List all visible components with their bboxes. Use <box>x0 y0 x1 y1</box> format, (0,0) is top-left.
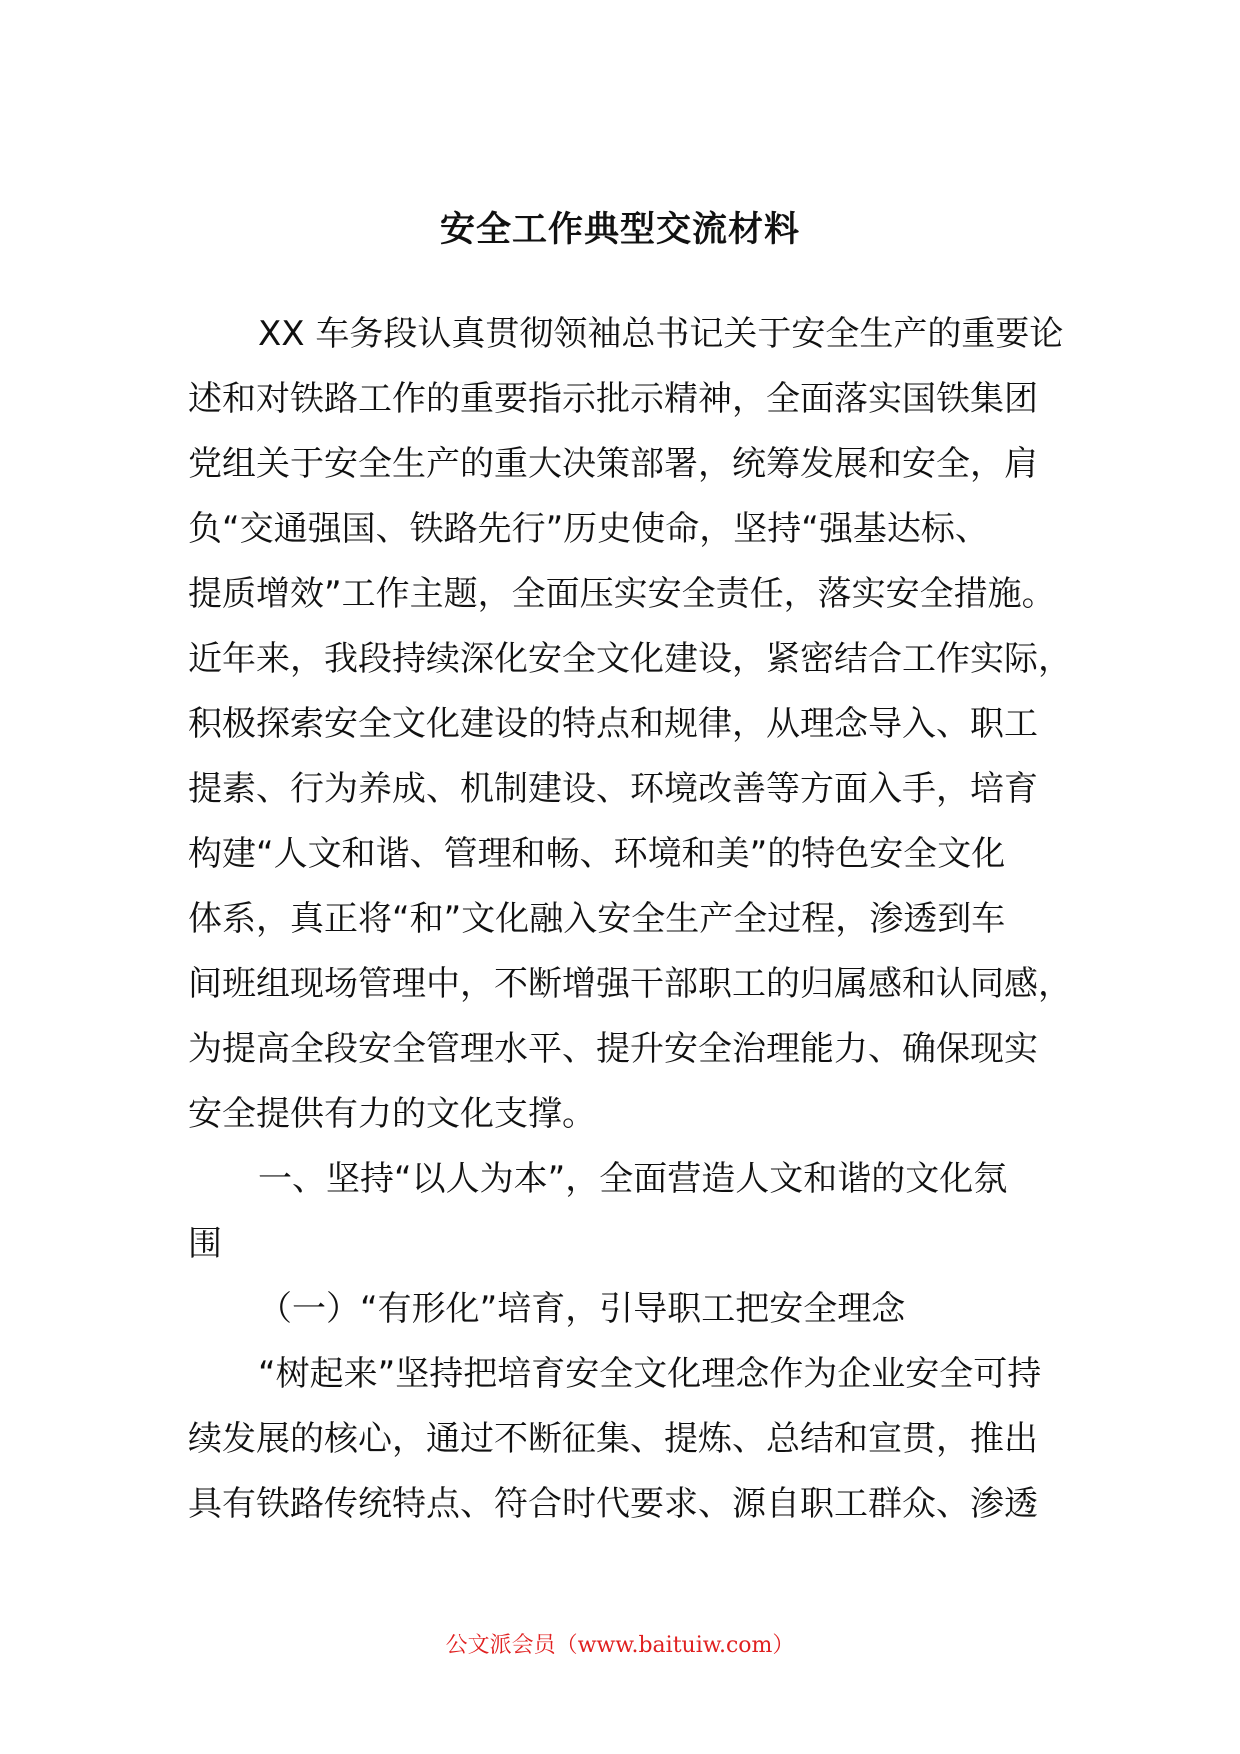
paragraph-line: XX 车务段认真贯彻领袖总书记关于安全生产的重要论 <box>258 314 1064 354</box>
footer-watermark: 公文派会员（www.baituiw.com） <box>445 1633 795 1658</box>
document-body <box>188 302 1072 1537</box>
paragraph-line: 间班组现场管理中，不断增强干部职工的归属感和认同感， <box>188 964 1072 1004</box>
section-heading-continued: 围 <box>188 1224 222 1264</box>
paragraph-line: 为提高全段安全管理水平、提升安全治理能力、确保现实 <box>188 1029 1038 1069</box>
paragraph-line: 具有铁路传统特点、符合时代要求、源自职工群众、渗透 <box>188 1484 1038 1524</box>
paragraph-line: 述和对铁路工作的重要指示批示精神，全面落实国铁集团 <box>188 379 1038 419</box>
document-title: 安全工作典型交流材料 <box>439 210 800 250</box>
paragraph-line: 续发展的核心，通过不断征集、提炼、总结和宣贯，推出 <box>188 1419 1038 1459</box>
paragraph-line: 积极探索安全文化建设的特点和规律，从理念导入、职工 <box>188 704 1038 744</box>
paragraph-line: 负“交通强国、铁路先行”历史使命，坚持“强基达标、 <box>188 509 989 549</box>
paragraph-line: 安全提供有力的文化支撑。 <box>188 1094 596 1134</box>
paragraph-line: 体系，真正将“和”文化融入安全生产全过程，渗透到车 <box>188 899 1006 939</box>
paragraph-line: 提素、行为养成、机制建设、环境改善等方面入手，培育 <box>188 769 1038 809</box>
subsection-heading: （一）“有形化”培育，引导职工把安全理念 <box>258 1289 906 1329</box>
paragraph-line: 构建“人文和谐、管理和畅、环境和美”的特色安全文化 <box>188 834 1006 874</box>
section-heading: 一、坚持“以人为本”，全面营造人文和谐的文化氛 <box>258 1159 1008 1199</box>
paragraph-line: 提质增效”工作主题，全面压实安全责任，落实安全措施。 <box>188 574 1056 614</box>
paragraph-line: 近年来，我段持续深化安全文化建设，紧密结合工作实际， <box>188 639 1072 679</box>
paragraph-line: 党组关于安全生产的重大决策部署，统筹发展和安全，肩 <box>188 444 1038 484</box>
paragraph-line: “树起来”坚持把培育安全文化理念作为企业安全可持 <box>258 1354 1042 1394</box>
